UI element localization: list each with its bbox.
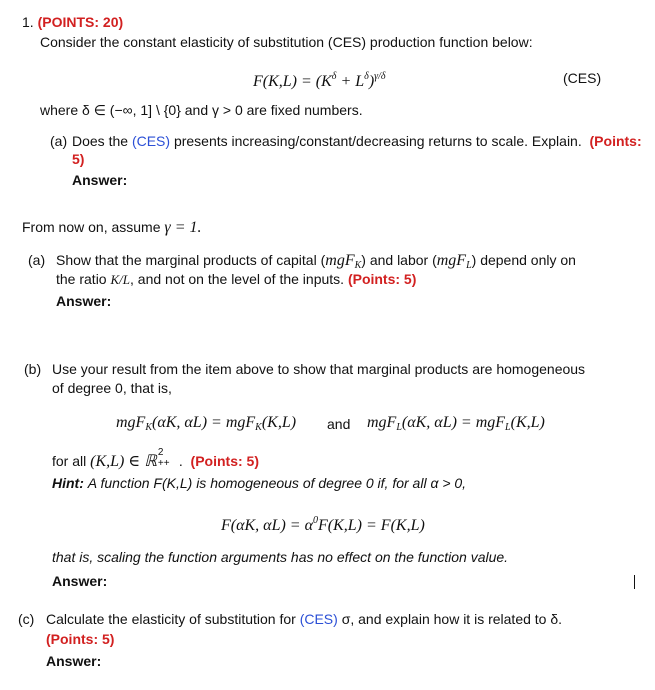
homogeneity-equation-k: mgF$_K$(αK, αL) = mgF$_K$(K,L) bbox=[116, 414, 297, 433]
forall-line: for all (K,L) ∈ ℝ 2 ++ . (Points: 5) bbox=[52, 447, 259, 470]
sub-a-line2: the ratio K/L, and not on the level of the inputs. (Points: 5) bbox=[56, 271, 417, 287]
sub-a-line1: Show that the marginal products of capital (mgF$_K$) and labor (mgF$_L$) depend only on bbox=[56, 252, 576, 271]
part-a-text: Does the (CES) presents increasing/constant/decreasing returns to scale. Explain. (Points: bbox=[72, 133, 642, 149]
part-a-label: (a) bbox=[50, 133, 68, 149]
ces-reference-c[interactable]: (CES) bbox=[299, 611, 338, 627]
where-text: where δ ∈ (−∞, 1] \ {0} and γ > 0 are fixed numbers. bbox=[40, 102, 363, 118]
ces-reference[interactable]: (CES) bbox=[131, 133, 171, 149]
thatis-line: that is, scaling the function arguments has no effect on the function value. bbox=[52, 549, 509, 565]
equation-tag: (CES) bbox=[563, 70, 602, 86]
assumption-text: From now on, assume γ = 1. bbox=[22, 219, 202, 236]
question-intro: Consider the constant elasticity of substitution (CES) production function below: bbox=[40, 34, 533, 50]
sub-c-label: (c) bbox=[18, 611, 35, 627]
sub-a-label: (a) bbox=[28, 252, 46, 268]
sub-b-line1: Use your result from the item above to show that marginal products are homogeneous bbox=[52, 361, 586, 377]
sub-b-answer: Answer: bbox=[52, 573, 108, 589]
question-points: (POINTS: 20) bbox=[37, 14, 124, 30]
sub-b-label: (b) bbox=[24, 361, 42, 377]
hint-line: Hint: A function F(K,L) is homogeneous of degree 0 if, for all α > 0, bbox=[52, 475, 467, 491]
part-a-answer: Answer: bbox=[72, 172, 128, 188]
question-header bbox=[22, 13, 123, 31]
sub-a-answer: Answer: bbox=[56, 293, 112, 309]
question-number: 1. bbox=[22, 14, 34, 30]
text-cursor-icon bbox=[634, 575, 635, 589]
sub-c-text: Calculate the elasticity of substitution for (CES) σ, and explain how it is related to δ. bbox=[46, 611, 563, 627]
ces-equation: $F(K,L) = (K^\delta + L^\delta)^{\gamma/\delta}$ bbox=[253, 71, 386, 90]
and-word: and bbox=[327, 416, 351, 432]
homogeneity-equation-l: mgF$_L$(αK, αL) = mgF$_L$(K,L) bbox=[367, 414, 545, 433]
sub-b-line2: of degree 0, that is, bbox=[52, 380, 172, 396]
part-a-points: 5) bbox=[72, 151, 85, 167]
sub-c-answer: Answer: bbox=[46, 653, 102, 669]
hint-equation: F(αK, $\alpha L) = \alpha^0F(K,L) = F(K,L)$ bbox=[221, 515, 425, 534]
sub-c-points: (Points: 5) bbox=[46, 631, 115, 647]
